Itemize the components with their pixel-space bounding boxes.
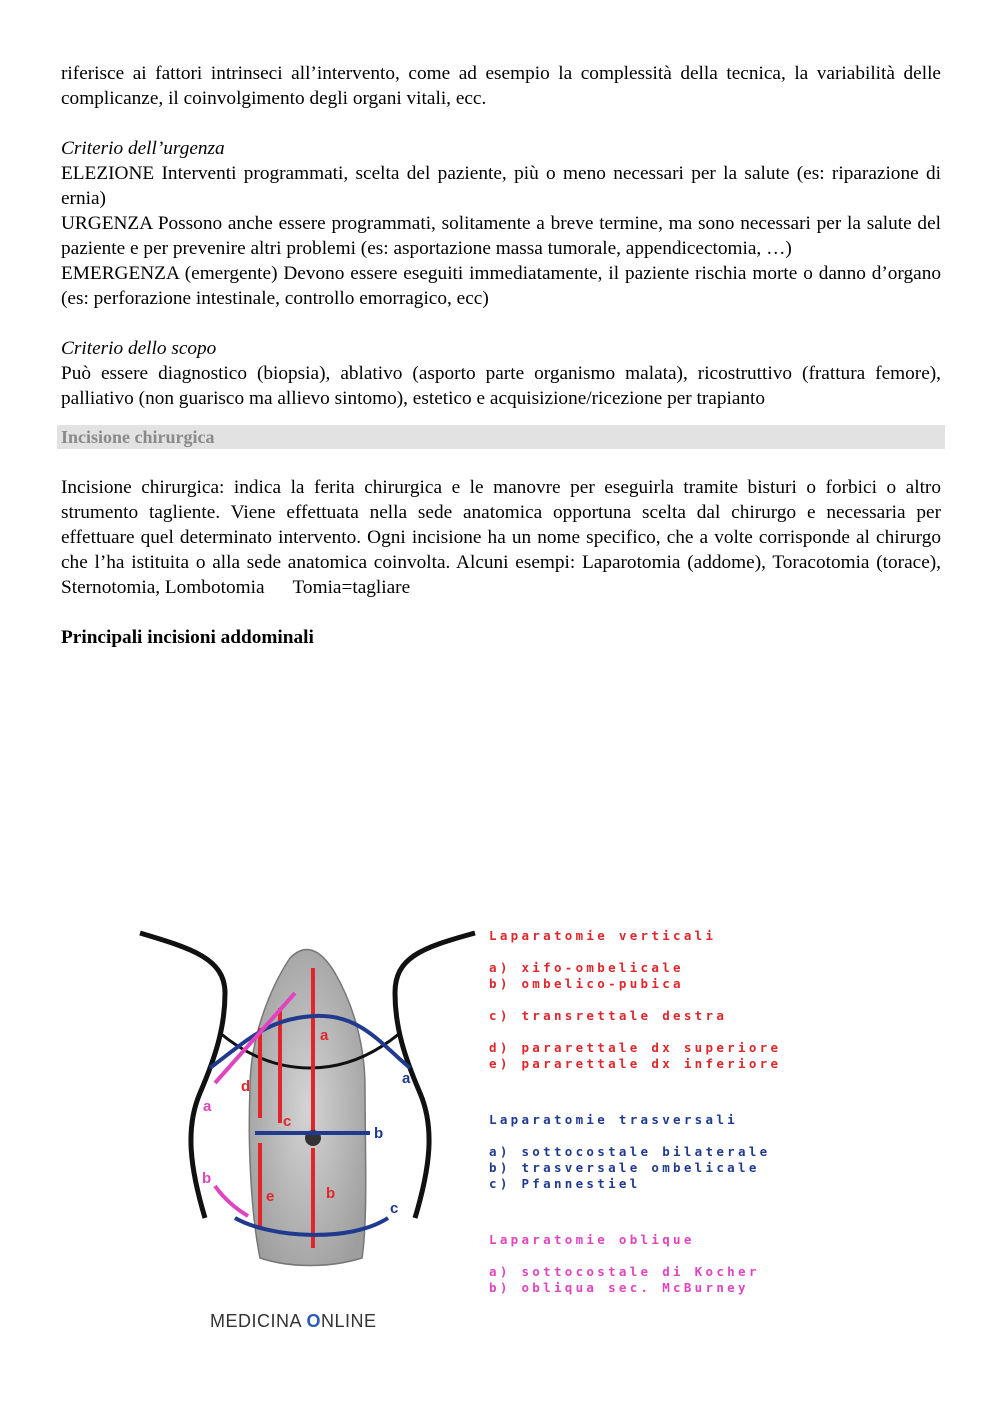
legend-transverse-title: Laparatomie trasversali <box>489 1112 738 1127</box>
paragraph-elezione: ELEZIONE Interventi programmati, scelta del paziente, più o meno necessari per la salute (es: riparazione di ernia) <box>61 163 941 209</box>
label-t-a: a <box>402 1070 411 1087</box>
legend-oblique-item: b) obliqua sec. McBurney <box>489 1280 749 1295</box>
legend-vertical-item: a) xifo-ombelicale <box>489 960 684 975</box>
incision-o-b <box>215 1186 248 1216</box>
paragraph-urgenza: URGENZA Possono anche essere programmati, solitamente a breve termine, ma sono necessari per la salute del paziente e per prevenire altri problemi (es: asportazione massa tumorale, appendicectomia, …) <box>61 213 941 259</box>
legend-oblique-item: a) sottocostale di Kocher <box>489 1264 760 1279</box>
legend-transverse-item: c) Pfannestiel <box>489 1176 641 1191</box>
paragraph-incisione <box>61 475 941 600</box>
torso-outline-left <box>140 933 225 1218</box>
section-title-bar: Incisione chirurgica <box>57 425 945 449</box>
page-content <box>61 61 941 650</box>
legend-transverse-item: b) trasversale ombelicale <box>489 1160 760 1175</box>
watermark-pre: MEDICINA <box>210 1311 307 1331</box>
watermark-post: NLINE <box>321 1311 377 1331</box>
incisione-text: Incisione chirurgica: indica la ferita chirurgica e le manovre per eseguirla tramite bisturi o forbici o altro strumento tagliente. Viene effettuata nella sede anatomica opportuna scelta dal chirurgo e necessaria per effettuare quel determinato intervento. Ogni incisione ha un nome specifico, che a volte corrisponde al chirurgo che l’ha istituita o alla sede anatomica coinvolta. Alcuni esempi: Laparotomia (addome), Toracotomia (torace), Sternotomia, Lombotomia <box>61 477 941 598</box>
torso-diagram <box>130 918 490 1348</box>
heading-criterio-scopo: Criterio dello scopo <box>61 338 217 359</box>
paragraph-intro: riferisce ai fattori intrinseci all’intervento, come ad esempio la complessità della tecnica, la variabilità delle complicanze, il coinvolgimento degli organi vitali, ecc. <box>61 63 941 109</box>
label-v-a: a <box>320 1027 329 1044</box>
label-o-a: a <box>203 1098 212 1115</box>
legend-vertical-item: b) ombelico-pubica <box>489 976 684 991</box>
legend-vertical-title: Laparatomie verticali <box>489 928 717 943</box>
legend-vertical-item: c) transrettale destra <box>489 1008 728 1023</box>
abdominal-incisions-figure <box>130 918 850 1348</box>
label-v-e: e <box>266 1188 275 1205</box>
abdomen-body <box>249 950 365 1266</box>
tomia-note: Tomia=tagliare <box>292 577 411 598</box>
label-v-c: c <box>283 1113 292 1130</box>
label-t-c: c <box>390 1200 399 1217</box>
legend-oblique-title: Laparatomie oblique <box>489 1232 695 1247</box>
label-o-b: b <box>202 1170 212 1187</box>
legend-vertical-item: e) pararettale dx inferiore <box>489 1056 782 1071</box>
label-v-b: b <box>326 1185 336 1202</box>
legend-vertical-item: d) pararettale dx superiore <box>489 1040 782 1055</box>
paragraph-scopo: Può essere diagnostico (biopsia), ablativo (asporto parte organismo malata), ricostruttivo (frattura femore), palliativo (non guarisco ma allievo sintomo), estetico e acquisizione/ricezione per trapianto <box>61 363 941 409</box>
watermark-medicina-online <box>210 1311 377 1332</box>
legend-transverse-item: a) sottocostale bilaterale <box>489 1144 771 1159</box>
paragraph-emergenza: EMERGENZA (emergente) Devono essere eseguiti immediatamente, il paziente rischia morte o danno d’organo (es: perforazione intestinale, controllo emorragico, ecc) <box>61 263 941 309</box>
heading-incisioni-addominali: Principali incisioni addominali <box>61 627 314 648</box>
heading-criterio-urgenza: Criterio dell’urgenza <box>61 138 225 159</box>
figure-legend <box>489 928 849 1296</box>
label-t-b: b <box>374 1125 384 1142</box>
label-v-d: d <box>241 1078 251 1095</box>
watermark-o: O <box>306 1311 322 1331</box>
